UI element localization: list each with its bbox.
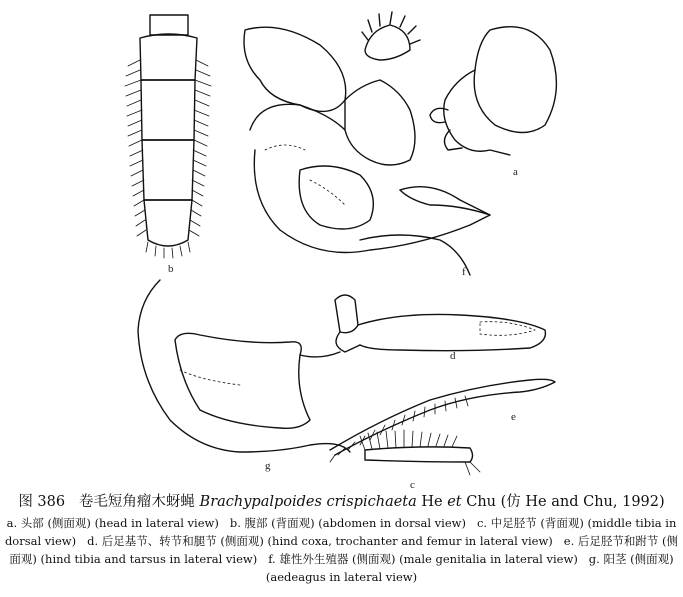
panel-label-c: c	[410, 479, 415, 490]
legend-item-c: c. 中足胫节 (背面观) (middle tibia in dorsal view)	[4, 516, 677, 548]
species-name-cn: 卷毛短角瘤木蚜蝇	[78, 494, 195, 510]
legend-item-f: f. 雄性外生殖器 (侧面观) (male genitalia in lateral view)	[268, 552, 578, 566]
legend-item-e: e. 后足胫节和跗节 (侧面观) (hind tibia and tarsus in lateral view)	[9, 534, 679, 566]
hind-leg-femur-drawing	[335, 295, 545, 352]
aedeagus-drawing	[138, 280, 350, 452]
legend-item-d: d. 后足基节、转节和腿节 (侧面观) (hind coxa, trochanter and femur in lateral view)	[87, 534, 553, 548]
head-drawing	[430, 27, 556, 155]
author-et: et	[447, 494, 462, 510]
author-post: Chu	[466, 494, 497, 510]
figure-number: 图 386	[18, 494, 66, 510]
figure-caption	[0, 492, 683, 586]
panel-label-d: d	[450, 350, 456, 362]
panel-label-g: g	[265, 460, 271, 472]
figure-title	[0, 492, 683, 512]
species-binomial: Brachypalpoides crispichaeta	[199, 494, 417, 510]
middle-tibia-drawing	[360, 430, 480, 475]
panel-label-a: a	[513, 166, 518, 178]
hind-leg-tibia-drawing	[330, 379, 555, 462]
legend-item-b: b. 腹部 (背面观) (abdomen in dorsal view)	[229, 516, 466, 530]
panel-label-f: f	[462, 266, 466, 278]
genitalia-drawing	[244, 12, 490, 275]
panel-label-e: e	[511, 411, 516, 423]
figure-legend	[4, 514, 679, 586]
panel-label-b: b	[168, 263, 174, 275]
legend-item-g: g. 阳茎 (侧面观) (aedeagus in lateral view)	[265, 552, 674, 584]
abdomen-drawing	[125, 15, 211, 258]
figure-citation: (仿 He and Chu, 1992)	[500, 494, 665, 510]
legend-item-a: a. 头部 (侧面观) (head in lateral view)	[6, 516, 219, 530]
author-pre: He	[421, 494, 443, 510]
